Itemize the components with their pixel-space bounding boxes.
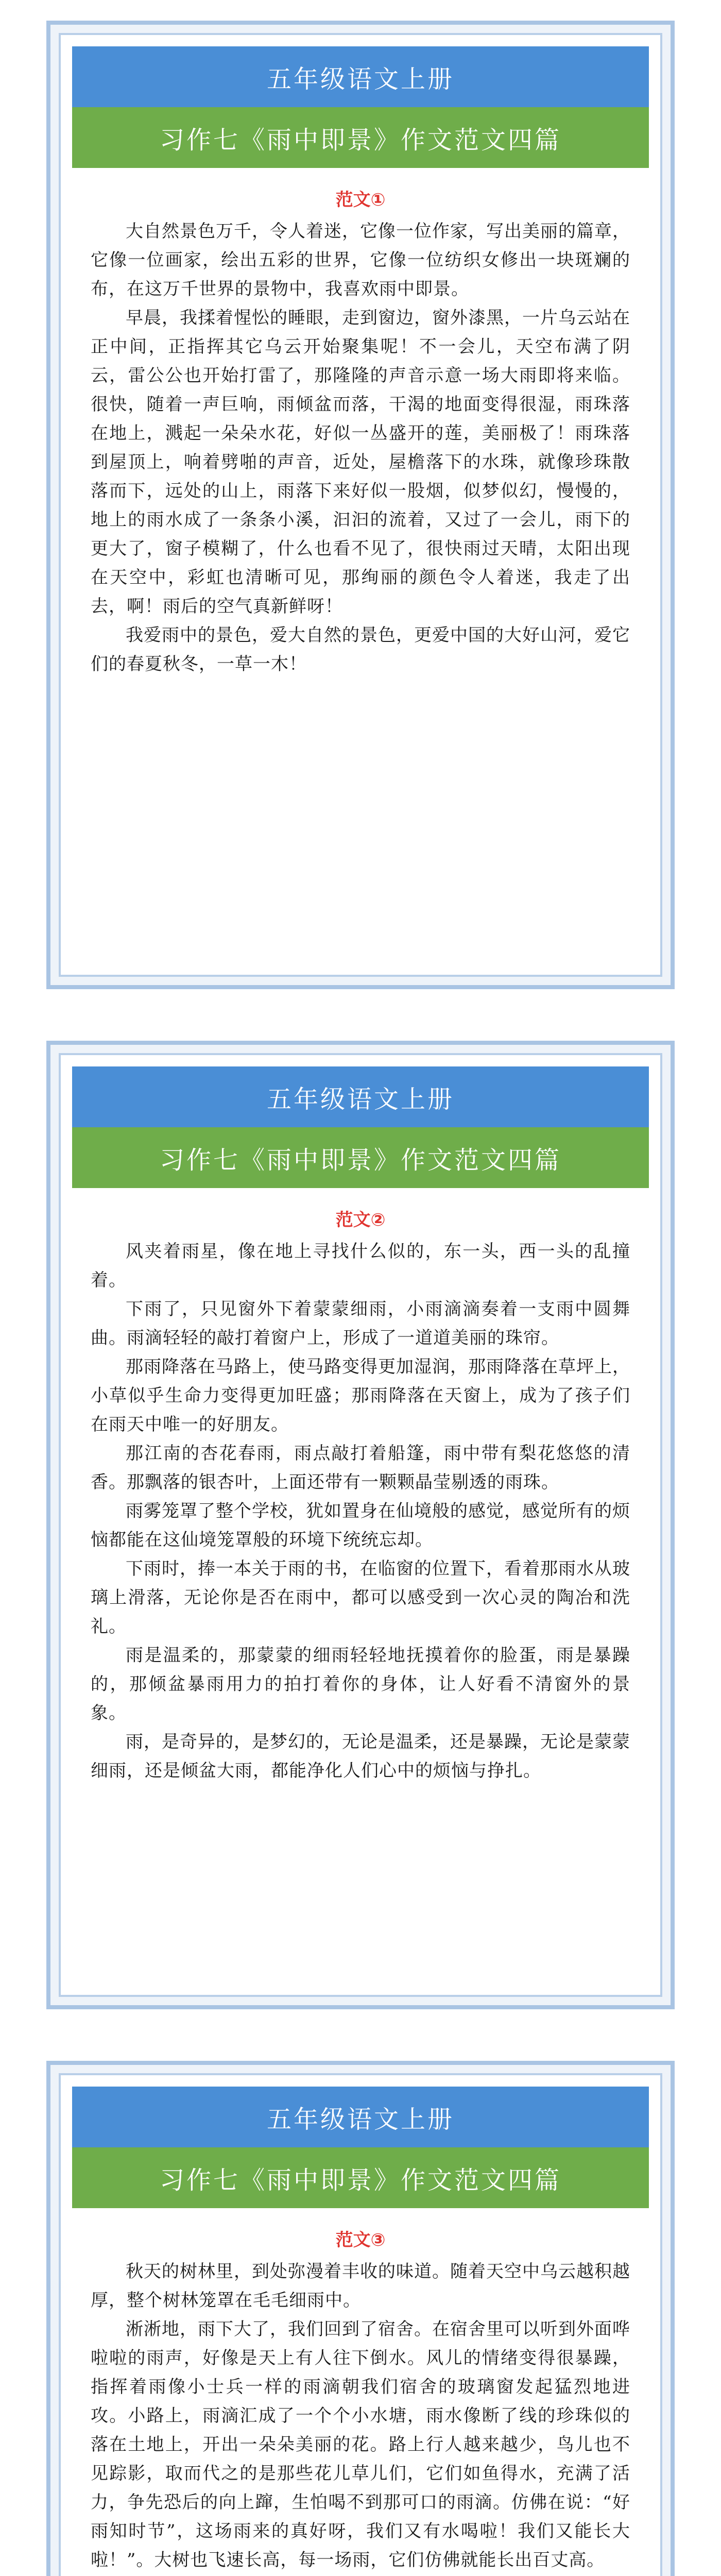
essay-paragraph: 雨，是奇异的，是梦幻的，无论是温柔，还是暴躁，无论是蒙蒙细雨，还是倾盆大雨，都能净化人们心中的烦恼与挣扎。 [91, 1732, 630, 1781]
essay-paragraph: 那江南的杏花春雨，雨点敲打着船篷，雨中带有梨花悠悠的清香。那飘落的银杏叶，上面还带有一颗颗晶莹剔透的雨珠。 [91, 1443, 630, 1493]
card-inner [59, 1053, 662, 1997]
essay-body [61, 1237, 660, 1785]
essay-body [61, 2257, 660, 2576]
essay-paragraph: 下雨了，只见窗外下着蒙蒙细雨，小雨滴滴奏着一支雨中圆舞曲。雨滴轻轻的敲打着窗户上，形成了一道道美丽的珠帘。 [91, 1299, 630, 1348]
essay-body [61, 217, 660, 679]
essay-paragraph: 秋天的树林里，到处弥漫着丰收的味道。随着天空中乌云越积越厚，整个树林笼罩在毛毛细雨中。 [91, 2261, 630, 2311]
essay-title-banner: 习作七《雨中即景》作文范文四篇 [72, 2147, 649, 2208]
essay-paragraph: 早晨，我揉着惺忪的睡眼，走到窗边，窗外漆黑，一片乌云站在正中间，正指挥其它乌云开始聚集呢！不一会儿，天空布满了阴云，雷公公也开始打雷了，那隆隆的声音示意一场大雨即将来临。很快，随着一声巨响，雨倾盆而落，干渴的地面变得很湿，雨珠落在地上，溅起一朵朵水花，好似一丛盛开的莲，美丽极了！雨珠落到屋顶上，响着劈啪的声音，近处，屋檐落下的水珠，就像珍珠散落而下，远处的山上，雨落下来好似一股烟，似梦似幻，慢慢的，地上的雨水成了一条条小溪，汩汩的流着，又过了一会儿，雨下的更大了，窗子模糊了，什么也看不见了，很快雨过天晴，太阳出现在天空中，彩虹也清晰可见，那绚丽的颜色令人着迷，我走了出去，啊！雨后的空气真新鲜呀！ [91, 308, 630, 617]
essay-label: 范文② [335, 1210, 386, 1230]
essay-label: 范文① [335, 190, 386, 210]
essay-title-banner: 习作七《雨中即景》作文范文四篇 [72, 1127, 649, 1188]
essay-paragraph: 那雨降落在马路上，使马路变得更加湿润，那雨降落在草坪上，小草似乎生命力变得更加旺盛；那雨降落在天窗上，成为了孩子们在雨天中唯一的好朋友。 [91, 1357, 630, 1435]
grade-title-banner: 五年级语文上册 [72, 46, 649, 107]
essay-paragraph: 我爱雨中的景色，爱大自然的景色，更爱中国的大好山河，爱它们的春夏秋冬，一草一木！ [91, 625, 630, 674]
essay-card-2 [46, 1041, 675, 2009]
card-inner [59, 2073, 662, 2576]
essay-card-3 [46, 2061, 675, 2576]
essay-paragraph: 雨雾笼罩了整个学校，犹如置身在仙境般的感觉，感觉所有的烦恼都能在这仙境笼罩般的环境下统统忘却。 [91, 1501, 630, 1550]
grade-title-banner: 五年级语文上册 [72, 2087, 649, 2147]
essay-title-banner: 习作七《雨中即景》作文范文四篇 [72, 107, 649, 168]
essay-paragraph: 风夹着雨星，像在地上寻找什么似的，东一头，西一头的乱撞着。 [91, 1241, 630, 1291]
essay-paragraph: 大自然景色万千，令人着迷，它像一位作家，写出美丽的篇章，它像一位画家，绘出五彩的世界，它像一位纺织女修出一块斑斓的布，在这万千世界的景物中，我喜欢雨中即景。 [91, 221, 630, 299]
essay-card-1 [46, 21, 675, 989]
essay-label: 范文③ [335, 2230, 386, 2250]
grade-title-banner: 五年级语文上册 [72, 1066, 649, 1127]
essay-paragraph: 淅淅地，雨下大了，我们回到了宿舍。在宿舍里可以听到外面哗啦啦的雨声，好像是天上有人往下倒水。风儿的情绪变得很暴躁，指挥着雨像小士兵一样的雨滴朝我们宿舍的玻璃窗发起猛烈地进攻。小路上，雨滴汇成了一个个小水塘，雨水像断了线的珍珠似的落在土地上，开出一朵朵美丽的花。路上行人越来越少，鸟儿也不见踪影，取而代之的是那些花儿草儿们，它们如鱼得水，充满了活力，争先恐后的向上蹿，生怕喝不到那可口的雨滴。仿佛在说：“好雨知时节”，这场雨来的真好呀，我们又有水喝啦！我们又能长大啦！”。大树也飞速长高，每一场雨，它们仿佛就能长出百丈高。 [91, 2319, 630, 2570]
essay-paragraph: 下雨时，捧一本关于雨的书，在临窗的位置下，看着那雨水从玻璃上滑落，无论你是否在雨中，都可以感受到一次心灵的陶冶和洗礼。 [91, 1558, 630, 1637]
essay-paragraph: 雨是温柔的，那蒙蒙的细雨轻轻地抚摸着你的脸蛋，雨是暴躁的，那倾盆暴雨用力的拍打着你的身体，让人好看不清窗外的景象。 [91, 1645, 630, 1723]
card-inner [59, 33, 662, 977]
